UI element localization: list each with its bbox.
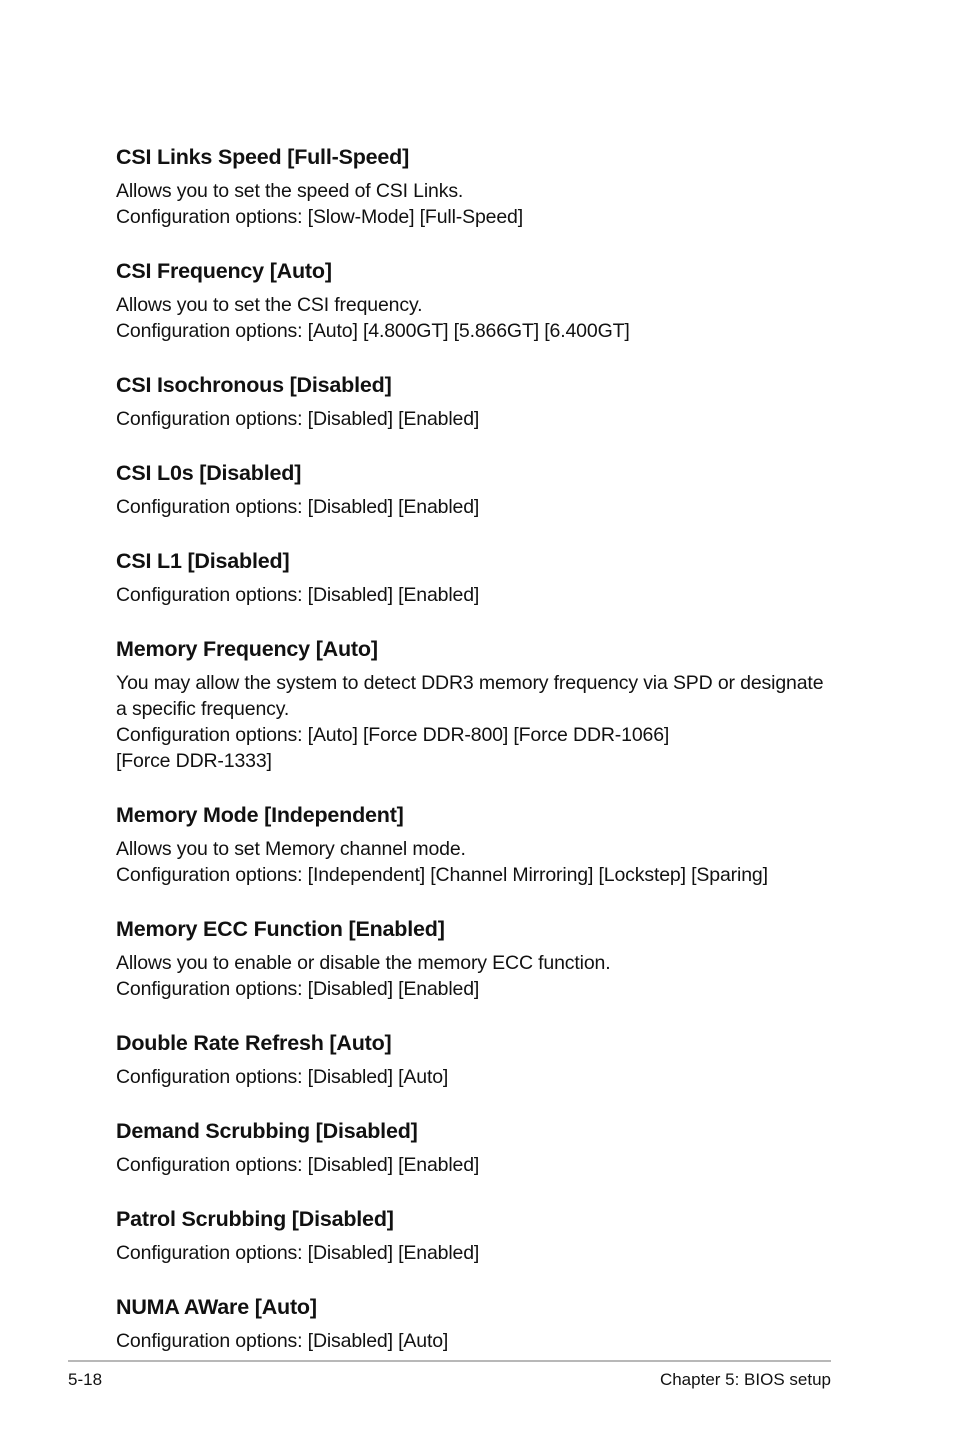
document-body [116,144,840,1382]
section-options: [Force DDR-1333] [116,750,272,772]
section-options: Configuration options: [Auto] [Force DDR-800] [Force DDR-1066] [116,724,670,746]
section-text: Allows you to set the CSI frequency. [116,294,423,316]
section-heading: Memory Frequency [Auto] [116,637,378,661]
section-patrol-scrubbing [116,1206,840,1266]
section-memory-mode [116,802,840,888]
page-number: 5-18 [68,1370,103,1389]
section-text: Allows you to set Memory channel mode. [116,838,466,860]
section-text: a specific frequency. [116,698,290,720]
section-csi-frequency [116,258,840,344]
section-heading: Demand Scrubbing [Disabled] [116,1119,418,1143]
section-options: Configuration options: [Independent] [Channel Mirroring] [Lockstep] [Sparing] [116,864,768,886]
section-text: Allows you to set the speed of CSI Links. [116,180,464,202]
section-options: Configuration options: [Disabled] [Auto] [116,1330,449,1352]
section-heading: NUMA AWare [Auto] [116,1295,317,1319]
chapter-title: Chapter 5: BIOS setup [659,1370,831,1389]
footer-divider [68,1360,831,1362]
section-options: Configuration options: [Auto] [4.800GT] [5.866GT] [6.400GT] [116,320,630,342]
section-options: Configuration options: [Disabled] [Auto] [116,1066,449,1088]
section-text: Allows you to enable or disable the memory ECC function. [116,952,611,974]
section-csi-links-speed [116,144,840,230]
section-memory-frequency [116,636,840,774]
section-memory-ecc [116,916,840,1002]
section-heading: Memory Mode [Independent] [116,803,404,827]
section-text: You may allow the system to detect DDR3 memory frequency via SPD or designate [116,672,824,694]
section-options: Configuration options: [Disabled] [Enabled] [116,584,480,606]
section-csi-l1 [116,548,840,608]
section-options: Configuration options: [Disabled] [Enabled] [116,978,480,1000]
section-heading: Double Rate Refresh [Auto] [116,1031,392,1055]
section-options: Configuration options: [Disabled] [Enabled] [116,496,480,518]
section-heading: CSI Links Speed [Full-Speed] [116,145,410,169]
section-heading: Patrol Scrubbing [Disabled] [116,1207,394,1231]
section-options: Configuration options: [Disabled] [Enabled] [116,408,480,430]
section-options: Configuration options: [Disabled] [Enabled] [116,1242,480,1264]
section-double-rate-refresh [116,1030,840,1090]
section-numa-aware [116,1294,840,1354]
section-heading: CSI Frequency [Auto] [116,259,332,283]
section-options: Configuration options: [Slow-Mode] [Full-Speed] [116,206,524,228]
section-heading: CSI L1 [Disabled] [116,549,290,573]
section-heading: Memory ECC Function [Enabled] [116,917,445,941]
section-csi-isochronous [116,372,840,432]
section-options: Configuration options: [Disabled] [Enabled] [116,1154,480,1176]
section-heading: CSI Isochronous [Disabled] [116,373,392,397]
section-demand-scrubbing [116,1118,840,1178]
section-csi-l0s [116,460,840,520]
section-heading: CSI L0s [Disabled] [116,461,302,485]
